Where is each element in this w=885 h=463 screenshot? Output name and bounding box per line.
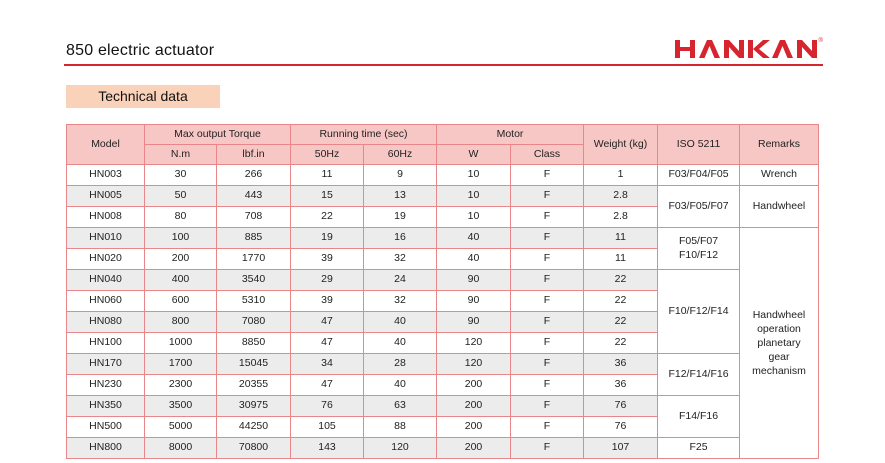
cell-model: HN003: [67, 165, 145, 186]
cell-kg: 2.8: [584, 186, 658, 207]
cell-cls: F: [511, 228, 584, 249]
cell-kg: 11: [584, 228, 658, 249]
cell-nm: 800: [145, 312, 217, 333]
cell-kg: 76: [584, 417, 658, 438]
header-rule: [64, 64, 823, 66]
cell-cls: F: [511, 312, 584, 333]
cell-model: HN040: [67, 270, 145, 291]
cell-w: 10: [437, 165, 511, 186]
cell-cls: F: [511, 249, 584, 270]
cell-remarks: Handwheel: [740, 186, 819, 228]
cell-kg: 22: [584, 291, 658, 312]
cell-iso: F03/F04/F05: [658, 165, 740, 186]
cell-kg: 2.8: [584, 207, 658, 228]
cell-model: HN060: [67, 291, 145, 312]
cell-cls: F: [511, 165, 584, 186]
cell-t50: 47: [291, 333, 364, 354]
cell-w: 120: [437, 354, 511, 375]
section-label: Technical data: [66, 85, 220, 108]
cell-iso: F05/F07 F10/F12: [658, 228, 740, 270]
cell-t60: 63: [364, 396, 437, 417]
cell-lbf: 70800: [217, 438, 291, 459]
cell-kg: 11: [584, 249, 658, 270]
cell-t50: 47: [291, 312, 364, 333]
cell-iso: F14/F16: [658, 396, 740, 438]
cell-lbf: 708: [217, 207, 291, 228]
cell-t50: 76: [291, 396, 364, 417]
cell-lbf: 3540: [217, 270, 291, 291]
cell-kg: 22: [584, 270, 658, 291]
cell-lbf: 20355: [217, 375, 291, 396]
header-60hz: 60Hz: [364, 145, 437, 165]
cell-t60: 32: [364, 249, 437, 270]
cell-w: 120: [437, 333, 511, 354]
cell-w: 10: [437, 186, 511, 207]
header-model: Model: [67, 125, 145, 165]
cell-cls: F: [511, 186, 584, 207]
cell-cls: F: [511, 375, 584, 396]
cell-lbf: 1770: [217, 249, 291, 270]
cell-t60: 88: [364, 417, 437, 438]
header-weight: Weight (kg): [584, 125, 658, 165]
cell-t60: 40: [364, 312, 437, 333]
table-row: [67, 354, 819, 375]
cell-t60: 40: [364, 333, 437, 354]
cell-model: HN010: [67, 228, 145, 249]
cell-nm: 8000: [145, 438, 217, 459]
cell-iso: F03/F05/F07: [658, 186, 740, 228]
cell-nm: 80: [145, 207, 217, 228]
svg-text:®: ®: [818, 38, 823, 44]
cell-model: HN008: [67, 207, 145, 228]
cell-iso: F12/F14/F16: [658, 354, 740, 396]
cell-nm: 600: [145, 291, 217, 312]
cell-t50: 105: [291, 417, 364, 438]
cell-cls: F: [511, 417, 584, 438]
cell-nm: 3500: [145, 396, 217, 417]
cell-lbf: 8850: [217, 333, 291, 354]
cell-w: 90: [437, 270, 511, 291]
cell-t50: 15: [291, 186, 364, 207]
cell-cls: F: [511, 291, 584, 312]
cell-nm: 200: [145, 249, 217, 270]
cell-kg: 36: [584, 375, 658, 396]
cell-t60: 120: [364, 438, 437, 459]
cell-model: HN080: [67, 312, 145, 333]
cell-w: 200: [437, 375, 511, 396]
table-row: [67, 438, 819, 459]
cell-t60: 40: [364, 375, 437, 396]
cell-nm: 1000: [145, 333, 217, 354]
cell-w: 40: [437, 228, 511, 249]
header-motor: Motor: [437, 125, 584, 145]
cell-w: 40: [437, 249, 511, 270]
header-torque-lbf: lbf.in: [217, 145, 291, 165]
cell-remarks: Handwheel operation planetary gear mechanism: [740, 228, 819, 459]
cell-lbf: 885: [217, 228, 291, 249]
cell-t50: 11: [291, 165, 364, 186]
cell-t50: 39: [291, 249, 364, 270]
header-iso: ISO 5211: [658, 125, 740, 165]
cell-t50: 34: [291, 354, 364, 375]
cell-t50: 143: [291, 438, 364, 459]
spec-table: [66, 124, 819, 459]
table-row: [67, 396, 819, 417]
cell-w: 90: [437, 312, 511, 333]
cell-kg: 107: [584, 438, 658, 459]
cell-t50: 19: [291, 228, 364, 249]
cell-kg: 22: [584, 312, 658, 333]
cell-model: HN020: [67, 249, 145, 270]
cell-w: 200: [437, 396, 511, 417]
cell-nm: 30: [145, 165, 217, 186]
header-motor-class: Class: [511, 145, 584, 165]
cell-lbf: 44250: [217, 417, 291, 438]
cell-kg: 22: [584, 333, 658, 354]
cell-lbf: 15045: [217, 354, 291, 375]
cell-model: HN500: [67, 417, 145, 438]
cell-lbf: 443: [217, 186, 291, 207]
table-row: [67, 165, 819, 186]
cell-w: 200: [437, 438, 511, 459]
cell-iso: F25: [658, 438, 740, 459]
cell-model: HN350: [67, 396, 145, 417]
cell-lbf: 7080: [217, 312, 291, 333]
cell-kg: 76: [584, 396, 658, 417]
cell-model: HN005: [67, 186, 145, 207]
cell-t60: 9: [364, 165, 437, 186]
header-torque-nm: N.m: [145, 145, 217, 165]
cell-cls: F: [511, 270, 584, 291]
cell-cls: F: [511, 207, 584, 228]
table-row: [67, 186, 819, 207]
cell-model: HN800: [67, 438, 145, 459]
cell-w: 10: [437, 207, 511, 228]
header-torque: Max output Torque: [145, 125, 291, 145]
logo-letters: [675, 40, 817, 58]
cell-model: HN100: [67, 333, 145, 354]
cell-t60: 32: [364, 291, 437, 312]
spec-table-body: [67, 165, 819, 459]
cell-t50: 39: [291, 291, 364, 312]
cell-lbf: 5310: [217, 291, 291, 312]
cell-t50: 22: [291, 207, 364, 228]
hankan-logo: [675, 36, 825, 62]
table-row: [67, 270, 819, 291]
cell-cls: F: [511, 438, 584, 459]
cell-lbf: 266: [217, 165, 291, 186]
cell-t50: 29: [291, 270, 364, 291]
page-title: 850 electric actuator: [66, 42, 215, 59]
cell-w: 90: [437, 291, 511, 312]
header-50hz: 50Hz: [291, 145, 364, 165]
header-remarks: Remarks: [740, 125, 819, 165]
cell-cls: F: [511, 333, 584, 354]
cell-nm: 2300: [145, 375, 217, 396]
cell-t60: 28: [364, 354, 437, 375]
cell-iso: F10/F12/F14: [658, 270, 740, 354]
header-motor-w: W: [437, 145, 511, 165]
cell-nm: 100: [145, 228, 217, 249]
cell-kg: 1: [584, 165, 658, 186]
header-running-time: Running time (sec): [291, 125, 437, 145]
cell-cls: F: [511, 396, 584, 417]
cell-t50: 47: [291, 375, 364, 396]
cell-cls: F: [511, 354, 584, 375]
cell-model: HN230: [67, 375, 145, 396]
cell-nm: 50: [145, 186, 217, 207]
cell-lbf: 30975: [217, 396, 291, 417]
table-row: [67, 228, 819, 249]
cell-model: HN170: [67, 354, 145, 375]
cell-t60: 19: [364, 207, 437, 228]
cell-t60: 24: [364, 270, 437, 291]
cell-nm: 5000: [145, 417, 217, 438]
cell-t60: 16: [364, 228, 437, 249]
cell-nm: 1700: [145, 354, 217, 375]
cell-nm: 400: [145, 270, 217, 291]
cell-t60: 13: [364, 186, 437, 207]
cell-kg: 36: [584, 354, 658, 375]
cell-w: 200: [437, 417, 511, 438]
cell-remarks: Wrench: [740, 165, 819, 186]
